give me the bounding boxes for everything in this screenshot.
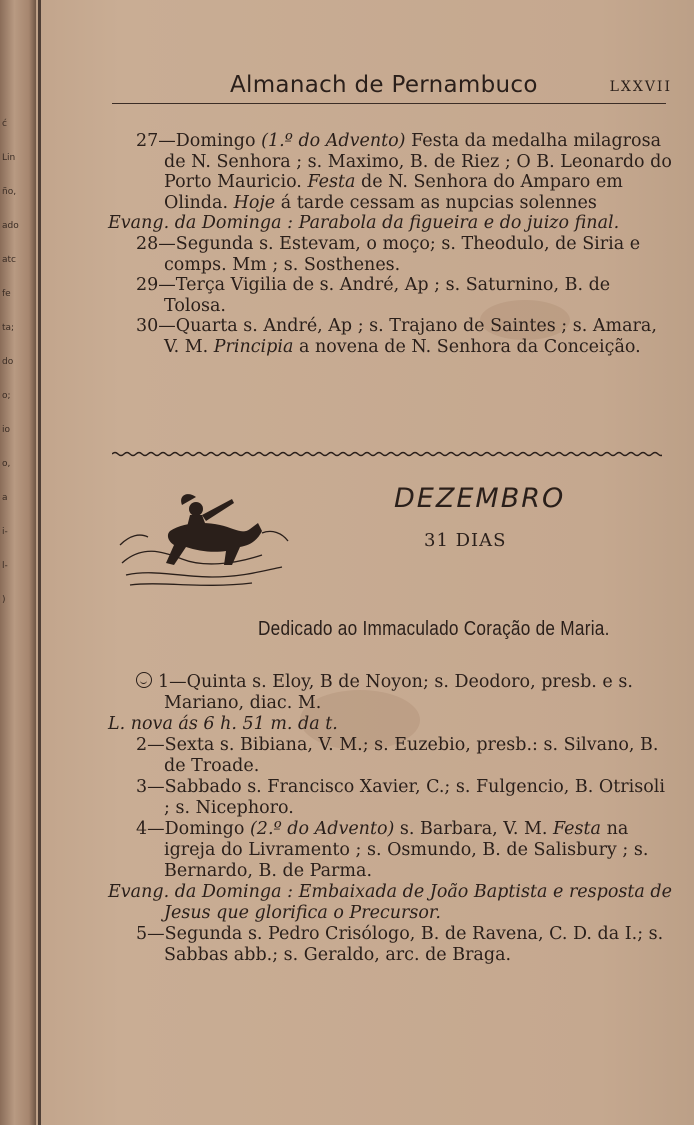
edge-fragment: io xyxy=(2,425,11,435)
calendar-day-entry xyxy=(108,316,674,357)
running-header xyxy=(110,72,672,106)
edge-fragment: ta; xyxy=(2,323,15,333)
weekday: Quinta xyxy=(186,672,247,692)
entry-text: s. Bibiana, V. M.; s. Euzebio, presb.: s. Silvano, B. de Troade. xyxy=(164,735,659,776)
edge-fragment: do xyxy=(2,357,14,367)
entry-text: s. Barbara, V. M. xyxy=(394,819,553,839)
entry-text: Vigilia de s. André, Ap ; s. Saturnino, B. de Tolosa. xyxy=(164,275,611,316)
dash-separator: — xyxy=(158,233,176,254)
edge-fragment: o, xyxy=(2,459,11,469)
edge-fragment: i- xyxy=(2,527,8,537)
italic-text: Festa xyxy=(307,172,356,193)
edge-fragment: ) xyxy=(2,595,6,605)
edge-fragment: atc xyxy=(2,255,16,265)
weekday: Domingo xyxy=(164,819,245,839)
calendar-day-entry xyxy=(108,131,674,213)
entry-text: na igreja do Livramento ; s. Osmundo, B. de Salisbury ; s. Bernardo, B. de Parma. xyxy=(164,819,649,881)
dash-separator: — xyxy=(147,924,165,944)
day-number: 1 xyxy=(158,672,170,692)
entry-text: s. Francisco Xavier, C.; s. Fulgencio, B. Otrisoli ; s. Nicephoro. xyxy=(164,777,665,818)
weekday: Segunda xyxy=(175,233,254,254)
edge-fragment: ado xyxy=(2,221,19,231)
italic-text: Hoje xyxy=(233,192,276,213)
day-number: 5 xyxy=(136,924,148,944)
entry-text: s. Pedro Crisólogo, B. de Ravena, C. D. da I.; s. Sabbas abb.; s. Geraldo, arc. de Braga. xyxy=(164,924,664,965)
entry-text: s. Estevam, o moço; s. Theodulo, de Siria e comps. Mm ; s. Sosthenes. xyxy=(164,233,641,275)
horseman-vignette-icon xyxy=(112,485,292,595)
entry-text: de N. Senhora do Amparo em Olinda. xyxy=(164,172,623,213)
day-number: 29 xyxy=(136,275,159,296)
edge-fragment: o; xyxy=(2,391,11,401)
gospel-note-text: Evang. da Dominga : Parabola da figueira e do juizo final. xyxy=(108,213,620,234)
weekday: Sexta xyxy=(164,735,215,755)
entry-text: a novena de N. Senhora da Conceição. xyxy=(293,336,641,357)
entry-text: Festa da medalha milagrosa de N. Senhora ; s. Maximo, B. de Riez ; O B. Leonardo do Porto Mauricio. xyxy=(164,131,672,193)
page-number: LXXVII xyxy=(609,79,672,95)
italic-text: Principia xyxy=(213,336,294,357)
spine-edge xyxy=(38,0,41,1125)
gospel-note-text: Evang. da Dominga : Embaixada de João Baptista e resposta de Jesus que glorifica o Precursor. xyxy=(108,882,672,923)
dash-separator: — xyxy=(158,275,176,296)
italic-text: (1.º do Advento) xyxy=(255,131,406,151)
weekday: Domingo xyxy=(175,131,256,151)
italic-text: Festa xyxy=(553,819,601,839)
gospel-note-text: L. nova ás 6 h. 51 m. da t. xyxy=(108,714,338,734)
edge-fragment: l- xyxy=(2,561,8,571)
december-entries xyxy=(108,672,674,966)
entry-text: á tarde cessam as nupcias solennes xyxy=(275,192,597,213)
calendar-day-entry xyxy=(108,924,674,966)
weekday: Terça xyxy=(175,275,226,296)
weekday: Sabbado xyxy=(164,777,242,797)
calendar-day-entry xyxy=(108,275,674,316)
month-days-count: 31 DIAS xyxy=(424,530,507,551)
calendar-day-entry xyxy=(108,735,674,777)
day-number: 4 xyxy=(136,819,148,839)
weekday: Quarta xyxy=(175,316,238,337)
dash-separator: — xyxy=(158,131,176,151)
calendar-day-entry xyxy=(108,234,674,275)
edge-fragment: ć xyxy=(2,119,7,129)
new-moon-icon xyxy=(136,672,152,688)
wavy-divider xyxy=(112,449,662,459)
calendar-day-entry xyxy=(108,819,674,882)
calendar-day-entry xyxy=(108,672,674,714)
weekday: Segunda xyxy=(164,924,243,944)
calendar-day-entry xyxy=(108,777,674,819)
entry-text: s. André, Ap ; s. Trajano de Saintes ; s. Amara, V. M. xyxy=(164,316,657,357)
dash-separator: — xyxy=(147,777,165,797)
entry-text: s. Eloy, B de Noyon; s. Deodoro, presb. e s. Mariano, diac. M. xyxy=(164,672,633,713)
italic-text: (2.º do Advento) xyxy=(244,819,395,839)
day-number: 28 xyxy=(136,233,159,254)
gospel-note xyxy=(108,882,674,924)
november-entries xyxy=(108,131,674,358)
month-dedication: Dedicado ao Immaculado Coração de Maria. xyxy=(258,618,610,640)
page-title: Almanach de Pernambuco xyxy=(230,72,538,98)
gospel-note xyxy=(108,714,674,735)
edge-fragment: fe xyxy=(2,289,11,299)
day-number: 30 xyxy=(136,316,159,337)
dash-separator: — xyxy=(158,316,176,337)
edge-fragment: a xyxy=(2,493,8,503)
day-number: 27 xyxy=(136,131,159,151)
edge-fragment: Lin xyxy=(2,153,16,163)
gospel-note xyxy=(108,213,674,234)
dash-separator: — xyxy=(147,819,165,839)
header-rule xyxy=(112,103,666,104)
edge-fragment: ño, xyxy=(2,187,17,197)
month-title: DEZEMBRO xyxy=(394,483,566,514)
dash-separator: — xyxy=(147,735,165,755)
dash-separator: — xyxy=(169,672,187,692)
day-number: 2 xyxy=(136,735,148,755)
day-number: 3 xyxy=(136,777,148,797)
